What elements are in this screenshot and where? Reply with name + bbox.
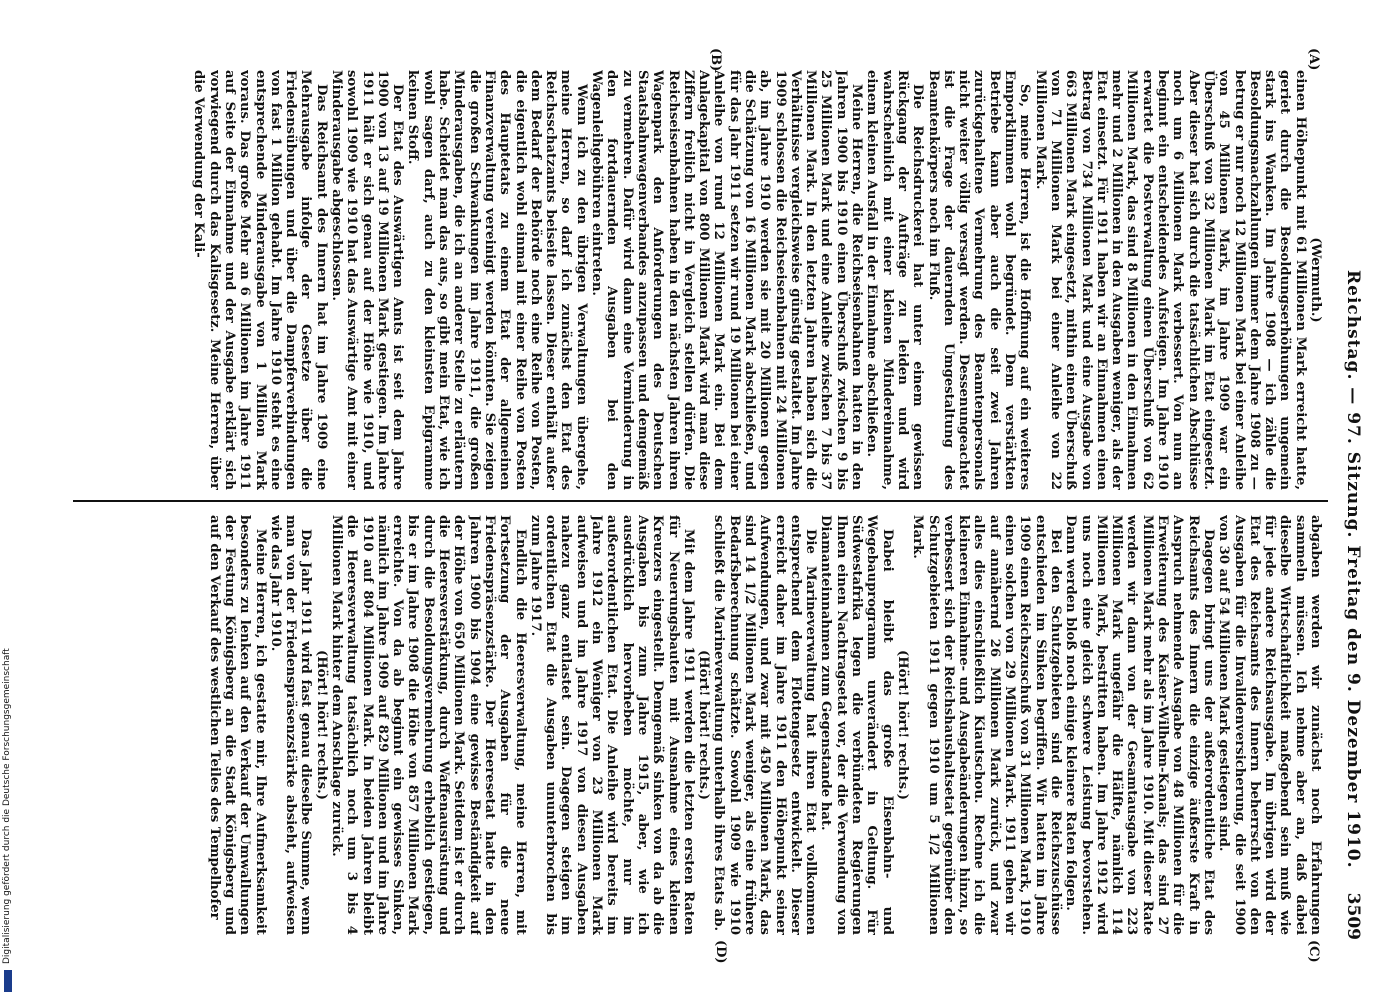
margin-marker-b: (B) <box>708 48 723 72</box>
paragraph: Der Etat des Auswärtigen Amts ist seit dem Jahre 1900 von 13 auf 19 Millionen Mark gestiegen. Im Jahre 1911 hält er sich genau auf der Höhe wie 1910, und sowohl 1909 wie 1910 hat das Auswärtige Amt mit einer Minderausgabe abgeschlossen. <box>329 70 406 490</box>
paragraph: Die Reichsdruckerei hat unter einem gewissen Rückgang der Aufträge zu leiden und wird wahrscheinlich mit einer kleinen Mindereinnahme, einem kleinen Ausfall in der Einnahme abschließen. <box>864 70 926 490</box>
paragraph: Das Jahr 1911 wird fast genau dieselbe Summe, wenn man von der Friedenspräsenzstärke absieht, aufweisen wie das Jahr 1910. <box>267 515 314 935</box>
paragraph: Bei den Schutzgebieten sind die Reichszuschüsse entschieden im Sinken begriffen. Wir hatten im Jahre 1909 einen Reichszuschuß von 31 Millionen Mark, 1910 einen solchen von 29 Millionen Mark. 1911 gehen wir auf annähernd 26 Millionen Mark zurück, und zwar alles dies einschließlich Kiautschou. Rechne ich die kleineren Einnahme- und Ausgabeänderungen hinzu, so verbessert sich der Reichshaushaltsetat gegenüber den Schutzgebieten 1911 gegen 1910 um 5 1/2 Millionen Mark. <box>910 515 1063 935</box>
right-column <box>73 515 1323 935</box>
interjection: (Hört! hört! rechts.) <box>696 649 712 801</box>
header-title: Reichstag. — 97. Sitzung. Freitag den 9. Dezember 1910. <box>1343 270 1363 869</box>
paragraph: Meine Herren, ich gestatte mir, Ihre Aufmerksamkeit besonders zu lenken auf den Verkauf der Umwallungen der Festung Königsberg an die Stadt Königsberg und auf den Verkauf des westlichen Teiles des Tempelhofer <box>206 515 268 935</box>
paragraph: Dabei bleibt das große Eisenbahn- und Wegebauprogramm unverändert in Geltung. Für Südwestafrika legen die verbündeten Regierungen Ihnen einen Nachtragsetat vor, der die Verwendung von Diamanteinnahmen zum Gegenstande hat. <box>818 515 895 935</box>
page-number: 3509 <box>1343 892 1363 940</box>
paragraph: Die Marineverwaltung hat ihren Etat vollkommen entsprechend dem Flottengesetz entwickelt. Dieser erreicht daher im Jahre 1911 den Höhepunkt seiner Aufwendungen, und zwar mit 450 Millionen Mark, das sind 14 1/2 Millionen Mark weniger, als eine frühere Bedarfsberechnung schätzte. Sowohl 1909 wie 1910 schließt die Marineverwaltung unterhalb ihres Etats ab. <box>711 515 819 935</box>
digitization-credit: Digitalisierung gefördert durch die Deutsche Forschungsgemeinschaft <box>2 648 12 964</box>
speaker-name: (Wermuth.) <box>1308 237 1323 323</box>
paragraph: abgaben werden wir zunächst noch Erfahrungen sammeln müssen. Ich nehme aber an, daß dabei dieselbe Wirtschaftlichkeit maßgebend sein muß wie für jede andere Reichsausgabe. Im übrigen wird der Etat des Reichsamts des Innern beherrscht von den Ausgaben für die Invalidenversicherung, die seit 1900 von 30 auf 54 Millionen Mark gestiegen sind. <box>1216 515 1323 935</box>
paragraph: Mit dem Jahre 1911 werden die letzten ersten Raten für Neuerungsbauten mit Ausnahme eines kleinen Kreuzers eingestellt. Demgemäß sinken von da ab die Ausgaben bis zum Jahre 1915, aber, wie ich ausdrücklich hervorheben möchte, nur im außerordentlichen Etat. Die Anleihe wird bereits im Jahre 1912 ein Weniger von 23 Millionen Mark aufweisen und im Jahre 1917 von diesen Ausgaben nahezu ganz entlastet sein. Dagegen steigen im ordentlichen Etat die Ausgaben ununterbrochen bis zum Jahre 1917. <box>527 515 696 935</box>
left-column <box>73 70 1323 490</box>
paragraph: Das Reichsamt des Innern hat im Jahre 1909 eine Mehrausgabe infolge der Gesetze über die Friedensübungen und über die Dampferverbindungen von fast 1 Million gehabt. Im Jahre 1910 steht es eine entsprechende Minderausgabe von 1 Million Mark voraus. Das große Mehr an 6 Millionen im Jahre 1911 auf Seite der Einnahme und der Ausgabe erklärt sich vorwiegend durch das Kalisgesetz. Meine Herren, über die Verwendung der Kali- <box>191 70 329 490</box>
digitization-credit-strip <box>0 0 14 1000</box>
paragraph: Wenn ich zu den übrigen Verwaltungen übergehe, meine Herren, so darf ich zunächst den Etat des Reichsschatzamts beiseite lassen. Dieser enthält außer dem Bedarf der Behörde noch eine Reihe von Posten, die eigentlich wohl einmal mit einer Reihe von Posten des Hauptetats zu einem Etat der allgemeinen Finanzverwaltung vereinigt werden könnten. Sie zeigen die großen Schwankungen im Jahre 1911, die großen Minderausgaben, die ich an anderer Stelle zu erläutern habe. Scheidet man das aus, so gibt mein Etat, wie ich wohl sagen darf, auch zu den kleinsten Epigramme keinen Stoff. <box>405 70 589 490</box>
page-header <box>1333 60 1373 940</box>
paragraph: Endlich die Heeresverwaltung, meine Herren, mit Fortsetzung der Ausgaben für die neue Friedenspräsenzstärke. Der Heeresetat hatte in den Jahren 1900 bis 1904 eine gewisse Beständigkeit auf der Höhe von 650 Millionen Mark. Seitdem ist er durch die Heeresverstärkung, durch Waffenausrüstung und durch die Besoldungsvermehrung erheblich gestiegen, bis er im Jahre 1908 die Höhe von 857 Millionen Mark erreichte. Von da ab beginnt ein gewisses Sinken, nämlich im Jahre 1909 auf 829 Millionen und im Jahre 1910 auf 804 Millionen Mark. In beiden Jahren bleibt die Heeresverwaltung tatsächlich noch um 3 bis 4 Millionen Mark hinter dem Anschlage zurück. <box>329 515 528 935</box>
interjection: (Hört! hört! rechts.) <box>313 649 329 801</box>
paragraph: einen Höhepunkt mit 61 Millionen Mark erreicht hatte, geriet durch die Besoldungserhöhungen ungemein stark ins Wanken. Im Jahre 1908 — ich zähle die Besoldungsnachzahlungen immer dem Jahre 1908 zu — betrug er nur noch 12 Millionen Mark bei einer Anleihe von 45 Millionen Mark, im Jahre 1909 war ein Überschuß von 32 Millionen Mark im Etat eingesetzt. Aber dieser hat sich durch die tatsächlichen Abschlüsse noch um 6 Millionen Mark verbessert. Von nun an beginnt ein entscheidendes Aufsteigen. Im Jahre 1910 erwartet die Postverwaltung einen Überschuß von 62 Millionen Mark, das sind 8 Millionen in den Einnahmen mehr und 2 Millionen in den Ausgaben weniger, als der Etat einsetzt. Für 1911 haben wir an Einnahmen einen Betrag von 734 Millionen Mark und eine Ausgabe von 663 Millionen Mark eingesetzt, mithin einen Überschuß von 71 Millionen Mark bei einer Anleihe von 22 Millionen Mark. <box>1032 70 1308 490</box>
column-divider <box>73 500 1328 502</box>
paragraph: Meine Herren, die Reichseisenbahnen hatten in den Jahren 1900 bis 1910 einen Überschuß zwischen 9 bis 25 Millionen Mark und eine Anleihe zwischen 7 bis 37 Millionen Mark. In den letzten Jahren haben sich die Verhältnisse vergleichsweise günstig gestaltet. Im Jahre 1909 schlossen die Reichseisenbahnen mit 24 Millionen ab, im Jahre 1910 werden sie mit 20 Millionen gegen die Schätzung von 16 Millionen Mark abschließen, und für das Jahr 1911 setzen wir rund 19 Millionen bei einer Anleihe von rund 12 Millionen Mark ein. Bei dem Anlagekapital von 800 Millionen Mark wird man diese Ziffern freilich nicht in Vergleich stellen dürfen. Die Reichseisenbahnen haben in den nächsten Jahren ihren Wagenpark den Anforderungen des Deutschen Staatsbahnwagenverbandes anzupassen und demgemäß zu vermehren. Dafür wird dann eine Verminderung in den fortdauernden Ausgaben bei den Wagenleihgebühren eintreten. <box>589 70 865 490</box>
paragraph: So, meine Herren, ist die Hoffnung auf ein weiteres Emporklimmen wohl begründet. Dem verstärkten Betriebe kann aber auch die seit zwei Jahren zurückgehaltene Vermehrung des Beamtenpersonals nicht weiter völlig versagt werden. Dessenungeachtet ist die Frage der dauernden Umgestaltung des Beamtenkörpers noch im Fluß. <box>925 70 1033 490</box>
margin-marker-c: (C) <box>1306 940 1321 963</box>
margin-marker-a: (A) <box>1306 48 1321 71</box>
dfg-logo <box>4 970 12 992</box>
margin-marker-d: (D) <box>713 940 728 964</box>
paragraph: Dagegen bringt uns der außerordentliche Etat des Reichsamts des Innern die einzige äußerste Kraft in Anspruch nehmende Ausgabe von 48 Millionen für die Erweiterung des Kaiser-Wilhelm-Kanals; das sind 27 Millionen Mark mehr als im Jahre 1910. Mit dieser Rate werden wir dann von der Gesamtausgabe von 223 Millionen Mark ungefähr die Hälfte, nämlich 114 Millionen Mark, bestritten haben. Im Jahre 1912 wird uns noch eine gleich schwere Leistung bevorstehen. Dann werden bloß noch einige kleinere Raten folgen. <box>1063 515 1216 935</box>
interjection: (Hört! hört! rechts.) <box>894 649 910 801</box>
